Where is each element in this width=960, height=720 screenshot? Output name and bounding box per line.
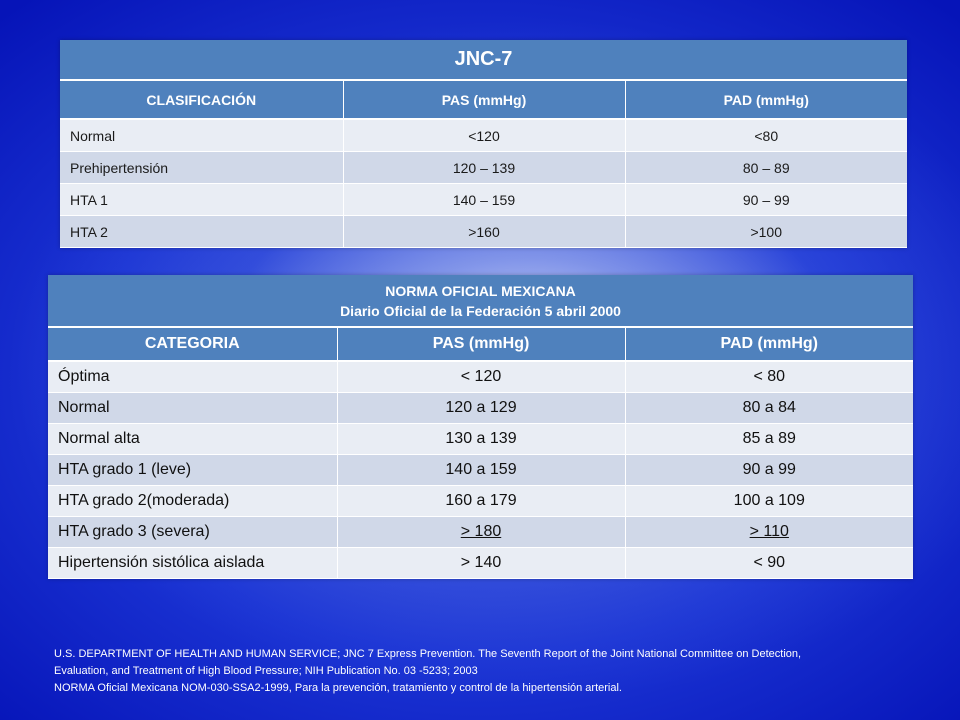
nom-table-panel [48,275,913,579]
reference-line: NORMA Oficial Mexicana NOM-030-SSA2-1999, Para la prevención, tratamiento y control de la hipertensión arterial. [54,682,622,694]
jnc7-header-pad: PAD (mmHg) [625,80,907,119]
nom-cell-pad: 85 a 89 [625,424,913,455]
table-row [48,361,913,393]
nom-cell-pad: 100 a 109 [625,486,913,517]
nom-cell-pas: 140 a 159 [337,455,625,486]
jnc7-cell-pad: >100 [625,216,907,248]
references-footnote [54,646,934,697]
jnc7-cell-class: HTA 2 [60,216,343,248]
nom-title-line1: NORMA OFICIAL MEXICANA [385,282,576,299]
nom-table [48,275,913,579]
table-row [60,184,907,216]
jnc7-cell-class: Normal [60,119,343,152]
nom-cell-category: Normal alta [48,424,337,455]
nom-title-line2: Diario Oficial de la Federación 5 abril 2000 [340,302,621,319]
jnc7-cell-pas: 120 – 139 [343,152,625,184]
nom-cell-pad: < 90 [625,548,913,579]
jnc7-header-row [60,80,907,119]
jnc7-cell-pas: >160 [343,216,625,248]
nom-cell-category: Óptima [48,361,337,393]
nom-header-categoria: CATEGORIA [48,327,337,361]
nom-cell-category: Hipertensión sistólica aislada [48,548,337,579]
nom-cell-pad: > 110 [625,517,913,548]
nom-header-row [48,327,913,361]
jnc7-header-clasificacion: CLASIFICACIÓN [60,80,343,119]
nom-cell-pas: > 140 [337,548,625,579]
jnc7-cell-pas: 140 – 159 [343,184,625,216]
nom-cell-pad: 90 a 99 [625,455,913,486]
jnc7-cell-class: HTA 1 [60,184,343,216]
jnc7-title-row [60,40,907,80]
nom-cell-pas: 120 a 129 [337,393,625,424]
nom-cell-category: HTA grado 3 (severa) [48,517,337,548]
jnc7-cell-pad: 80 – 89 [625,152,907,184]
table-row [60,216,907,248]
nom-title [48,275,913,327]
jnc7-cell-pad: 90 – 99 [625,184,907,216]
table-row [48,455,913,486]
table-row [48,424,913,455]
table-row [60,119,907,152]
nom-cell-category: Normal [48,393,337,424]
jnc7-cell-pas: <120 [343,119,625,152]
nom-cell-category: HTA grado 2(moderada) [48,486,337,517]
jnc7-cell-class: Prehipertensión [60,152,343,184]
nom-header-pas: PAS (mmHg) [337,327,625,361]
reference-line: U.S. DEPARTMENT OF HEALTH AND HUMAN SERVICE; JNC 7 Express Prevention. The Seventh Report of the Joint National Committee on Detection, [54,648,802,660]
table-row [48,548,913,579]
nom-cell-pas: < 120 [337,361,625,393]
jnc7-title: JNC-7 [60,40,907,80]
jnc7-cell-pad: <80 [625,119,907,152]
nom-title-row [48,275,913,327]
nom-cell-pas: > 180 [337,517,625,548]
table-row [48,486,913,517]
table-row [48,393,913,424]
table-row [48,517,913,548]
nom-cell-pad: < 80 [625,361,913,393]
nom-cell-pad: 80 a 84 [625,393,913,424]
jnc7-table [60,40,907,248]
reference-line: Evaluation, and Treatment of High Blood Pressure; NIH Publication No. 03 -5233; 2003 [54,665,478,677]
jnc7-table-panel [60,40,907,248]
nom-cell-category: HTA grado 1 (leve) [48,455,337,486]
nom-cell-pas: 160 a 179 [337,486,625,517]
table-row [60,152,907,184]
jnc7-header-pas: PAS (mmHg) [343,80,625,119]
nom-cell-pas: 130 a 139 [337,424,625,455]
nom-header-pad: PAD (mmHg) [625,327,913,361]
